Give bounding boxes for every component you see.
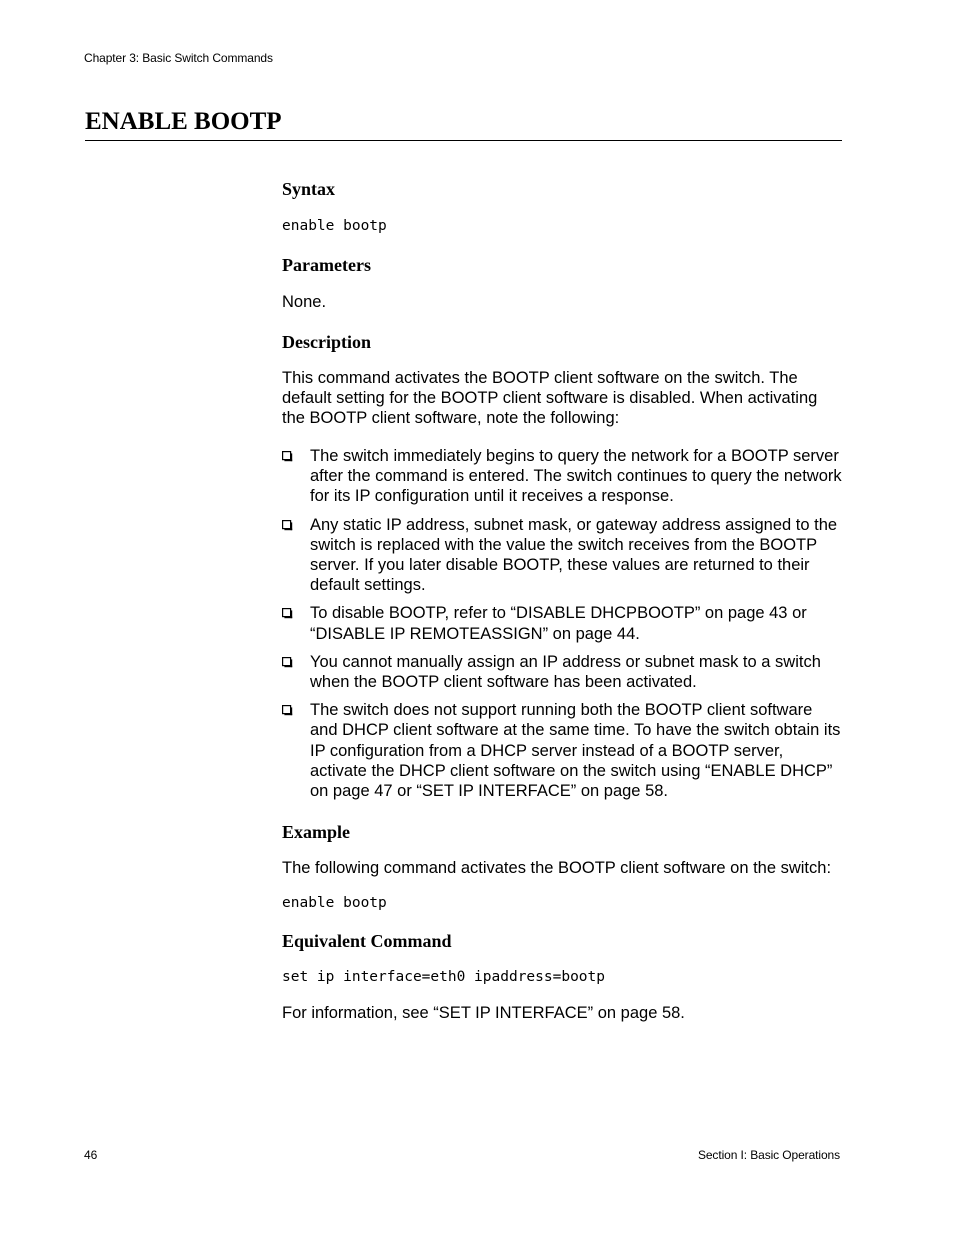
title-rule bbox=[85, 140, 842, 141]
syntax-heading: Syntax bbox=[282, 179, 336, 199]
page-title: ENABLE BOOTP bbox=[85, 108, 282, 135]
parameters-text: None. bbox=[282, 293, 327, 311]
description-bullet-list bbox=[282, 446, 842, 801]
example-heading: Example bbox=[282, 822, 351, 843]
equivalent-command-heading: Equivalent Command bbox=[282, 931, 452, 952]
page-number: 46 bbox=[84, 1148, 98, 1162]
checkbox-icon bbox=[282, 608, 293, 619]
running-header: Chapter 3: Basic Switch Commands bbox=[84, 51, 273, 65]
bullet-text: Any static IP address, subnet mask, or gateway address assigned to the switch is replaced with the value the switch receives from the BOOTP server. If you later disable BOOTP, these values are returned to their default settings. bbox=[310, 515, 838, 595]
equivalent-command-code: set ip interface=eth0 ipaddress=bootp bbox=[282, 969, 606, 986]
description-intro: This command activates the BOOTP client software on the switch. The default setting for the BOOTP client software is disabled. When activating the BOOTP client software, note the following: bbox=[282, 369, 818, 427]
example-text: The following command activates the BOOTP client software on the switch: bbox=[282, 859, 832, 878]
equivalent-command-note: For information, see “SET IP INTERFACE” on page 58. bbox=[282, 1004, 685, 1023]
running-footer-section: Section I: Basic Operations bbox=[697, 1148, 840, 1162]
bullet-text: The switch does not support running both the BOOTP client software and DHCP client software at the same time. To have the switch obtain its IP configuration from a DHCP server instead of a BOOTP server, activate the DHCP client software on the switch using “ENABLE DHCP” on page 47 or “SET IP INTERFACE” on page 58. bbox=[310, 701, 841, 801]
list-item bbox=[282, 446, 842, 507]
parameters-heading: Parameters bbox=[282, 255, 371, 275]
checkbox-icon bbox=[282, 657, 293, 668]
list-item bbox=[282, 652, 842, 692]
list-item bbox=[282, 700, 842, 801]
list-item bbox=[282, 603, 842, 643]
syntax-code: enable bootp bbox=[282, 218, 387, 234]
checkbox-icon bbox=[282, 705, 293, 716]
example-code: enable bootp bbox=[282, 895, 387, 912]
bullet-text: The switch immediately begins to query the network for a BOOTP server after the command is entered. The switch continues to query the network for its IP configuration until it receives a response. bbox=[310, 447, 842, 506]
description-heading: Description bbox=[282, 332, 371, 352]
list-item bbox=[282, 515, 842, 596]
checkbox-icon bbox=[282, 451, 293, 462]
checkbox-icon bbox=[282, 520, 293, 531]
main-content bbox=[282, 177, 842, 1023]
bullet-text: You cannot manually assign an IP address or subnet mask to a switch when the BOOTP client software has been activated. bbox=[310, 652, 821, 692]
bullet-text: To disable BOOTP, refer to “DISABLE DHCPBOOTP” on page 43 or “DISABLE IP REMOTEASSIGN” on page 44. bbox=[310, 604, 807, 643]
